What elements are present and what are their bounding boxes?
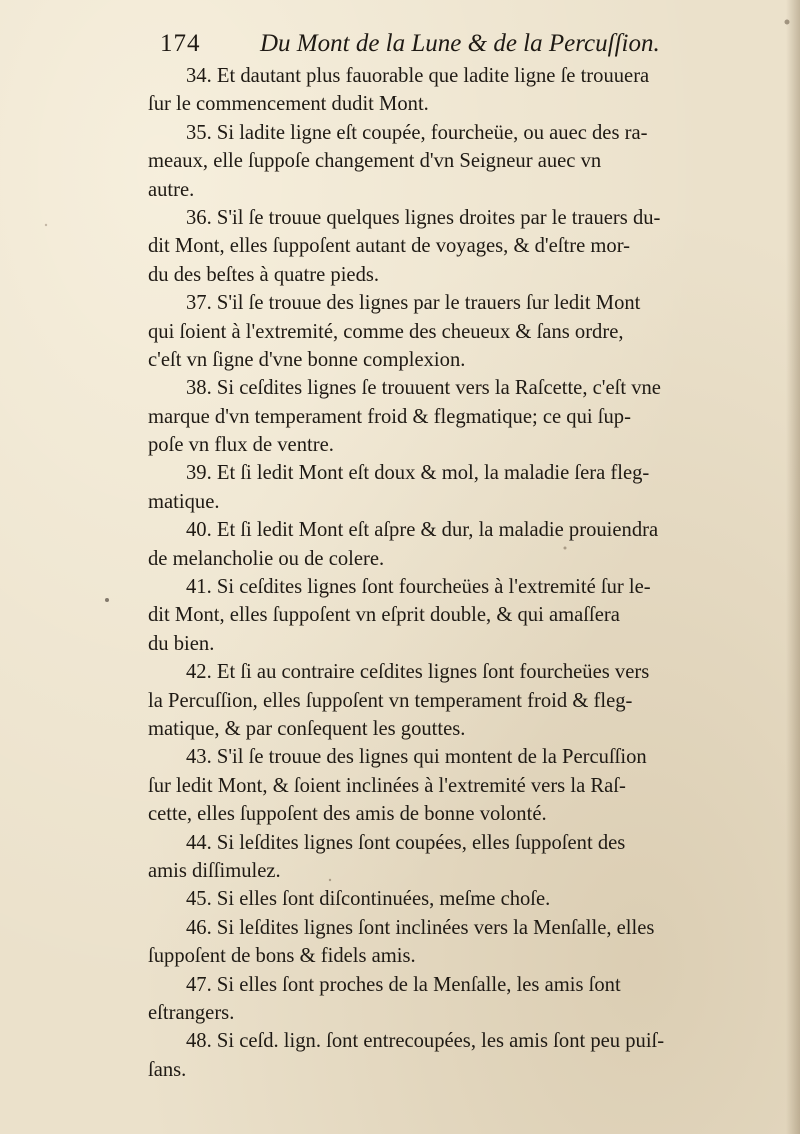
page-header bbox=[150, 24, 750, 64]
text-line: 46. Si leſdites lignes ſont inclinées vers la Menſalle, elles bbox=[186, 916, 655, 939]
text-line: 39. Et ſi ledit Mont eſt doux & mol, la maladie ſera fleg- bbox=[186, 462, 650, 485]
text-line: matique, & par conſequent les gouttes. bbox=[148, 717, 466, 740]
text-line: 48. Si ceſd. lign. ſont entrecoupées, les amis ſont peu puiſ- bbox=[186, 1030, 665, 1053]
text-line: qui ſoient à l'extremité, comme des cheueux & ſans ordre, bbox=[148, 320, 624, 343]
text-line: 40. Et ſi ledit Mont eſt aſpre & dur, la maladie prouiendra bbox=[186, 519, 659, 542]
text-line: 42. Et ſi au contraire ceſdites lignes ſont fourcheües vers bbox=[186, 661, 650, 684]
text-line: matique. bbox=[148, 490, 220, 513]
text-line: cette, elles ſuppoſent des amis de bonne volonté. bbox=[148, 803, 547, 826]
text-line: de melancholie ou de colere. bbox=[148, 547, 385, 570]
page-number: 174 bbox=[160, 30, 201, 57]
body-text bbox=[148, 62, 768, 1084]
text-line: ſuppoſent de bons & fidels amis. bbox=[148, 945, 416, 968]
text-line: du des beſtes à quatre pieds. bbox=[148, 263, 380, 286]
text-line: 45. Si elles ſont diſcontinuées, meſme choſe. bbox=[186, 888, 551, 911]
text-line: dit Mont, elles ſuppoſent vn eſprit double, & qui amaſſera bbox=[148, 604, 620, 627]
text-line: ſur le commencement dudit Mont. bbox=[148, 93, 429, 116]
text-line: autre. bbox=[148, 178, 195, 201]
text-line: 34. Et dautant plus fauorable que ladite ligne ſe trouuera bbox=[186, 65, 650, 87]
text-line: c'eſt vn ſigne d'vne bonne complexion. bbox=[148, 348, 466, 371]
text-line: 47. Si elles ſont proches de la Menſalle, les amis ſont bbox=[186, 973, 621, 996]
text-line: 41. Si ceſdites lignes ſont fourcheües à l'extremité ſur le- bbox=[186, 576, 651, 599]
text-line: poſe vn flux de ventre. bbox=[148, 434, 334, 457]
text-line: ſans. bbox=[148, 1058, 187, 1081]
text-line: 44. Si leſdites lignes ſont coupées, elles ſuppoſent des bbox=[186, 831, 626, 854]
text-line: eſtrangers. bbox=[148, 1001, 235, 1024]
text-line: 43. S'il ſe trouue des lignes qui montent de la Percuſſion bbox=[186, 746, 647, 769]
text-line: marque d'vn temperament froid & flegmatique; ce qui ſup- bbox=[148, 405, 631, 428]
text-line: 36. S'il ſe trouue quelques lignes droites par le trauers du- bbox=[186, 206, 661, 229]
text-line: du bien. bbox=[148, 632, 215, 655]
text-line: 37. S'il ſe trouue des lignes par le trauers ſur ledit Mont bbox=[186, 292, 641, 315]
text-line: 35. Si ladite ligne eſt coupée, fourcheüe, ou auec des ra- bbox=[186, 121, 648, 144]
text-line: ſur ledit Mont, & ſoient inclinées à l'extremité vers la Raſ- bbox=[148, 774, 626, 797]
text-line: dit Mont, elles ſuppoſent autant de voyages, & d'eſtre mor- bbox=[148, 235, 630, 258]
text-line: la Percuſſion, elles ſuppoſent vn temperament froid & fleg- bbox=[148, 689, 633, 712]
running-title: Du Mont de la Lune & de la Percuſſion. bbox=[260, 30, 660, 57]
text-line: meaux, elle ſuppoſe changement d'vn Seigneur auec vn bbox=[148, 150, 602, 173]
text-line: 38. Si ceſdites lignes ſe trouuent vers la Raſcette, c'eſt vne bbox=[186, 377, 661, 400]
text-line: amis diſſimulez. bbox=[148, 859, 281, 882]
